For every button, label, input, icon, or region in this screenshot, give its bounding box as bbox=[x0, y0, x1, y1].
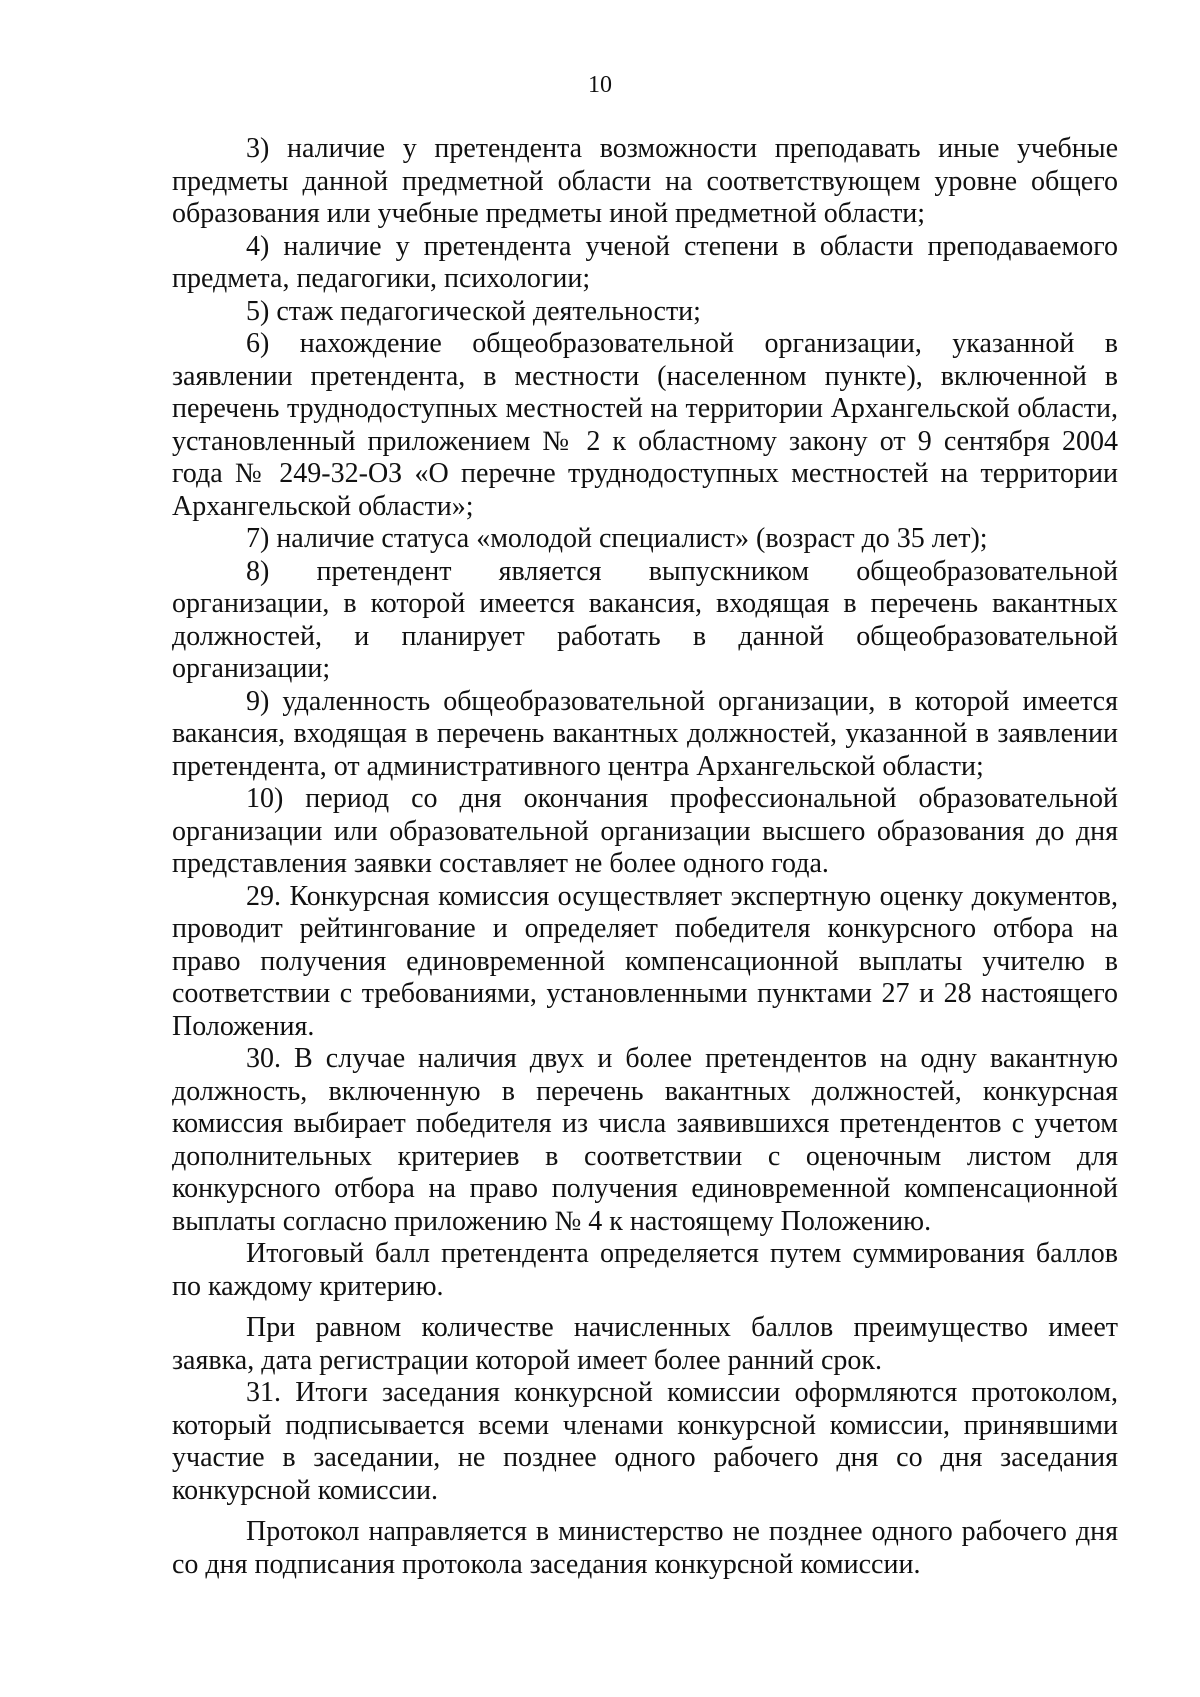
list-item-5: 5) стаж педагогической деятельности; bbox=[246, 295, 701, 327]
list-item-6: 6) нахождение общеобразовательной организации, указанной в заявлении претендента, в местности (населенном пункте), включенной в перечень труднодоступных местностей на территории Архангельской области, установленный приложением № 2 к областному закону от 9 сентября 2004 года № 249-32-ОЗ «О перечне труднодоступных местностей на территории Архангельской области»; bbox=[172, 328, 1118, 522]
list-item-8: 8) претендент является выпускником общеобразовательной организации, в которой имеется вакансия, входящая в перечень вакантных должностей, и планирует работать в данной общеобразовательной организации; bbox=[172, 555, 1118, 684]
protocol-paragraph: Протокол направляется в министерство не позднее одного рабочего дня со дня подписания протокола заседания конкурсной комиссии. bbox=[172, 1516, 1118, 1580]
clause-30: 30. В случае наличия двух и более претендентов на одну вакантную должность, включенную в перечень вакантных должностей, конкурсная комиссия выбирает победителя из числа заявившихся претендентов с учетом дополнительных критериев в соответствии с оценочным листом для конкурсного отбора на право получения единовременной компенсационной выплаты согласно приложению № 4 к настоящему Положению. bbox=[172, 1043, 1118, 1237]
total-score-paragraph: Итоговый балл претендента определяется путем суммирования баллов по каждому критерию. bbox=[172, 1238, 1118, 1302]
clause-31: 31. Итоги заседания конкурсной комиссии оформляются протоколом, который подписывается всеми членами конкурсной комиссии, принявшими участие в заседании, не позднее одного рабочего дня со дня заседания конкурсной комиссии. bbox=[172, 1377, 1118, 1506]
page-number: 10 bbox=[588, 72, 612, 98]
list-item-9: 9) удаленность общеобразовательной организации, в которой имеется вакансия, входящая в перечень вакантных должностей, указанной в заявлении претендента, от административного центра Архангельской области; bbox=[172, 685, 1118, 782]
list-item-7: 7) наличие статуса «молодой специалист» (возраст до 35 лет); bbox=[246, 523, 988, 554]
document-body bbox=[172, 133, 1118, 1581]
clause-29: 29. Конкурсная комиссия осуществляет экспертную оценку документов, проводит рейтингование и определяет победителя конкурсного отбора на право получения единовременной компенсационной выплаты учителю в соответствии с требованиями, установленными пунктами 27 и 28 настоящего Положения. bbox=[172, 880, 1118, 1042]
list-item-4: 4) наличие у претендента ученой степени в области преподаваемого предмета, педагогики, психологии; bbox=[172, 230, 1118, 294]
equal-score-paragraph: При равном количестве начисленных баллов преимущество имеет заявка, дата регистрации которой имеет более ранний срок. bbox=[172, 1312, 1118, 1376]
list-item-10: 10) период со дня окончания профессиональной образовательной организации или образовательной организации высшего образования до дня представления заявки составляет не более одного года. bbox=[172, 783, 1118, 879]
list-item-3: 3) наличие у претендента возможности преподавать иные учебные предметы данной предметной области на соответствующем уровне общего образования или учебные предметы иной предметной области; bbox=[172, 133, 1118, 229]
